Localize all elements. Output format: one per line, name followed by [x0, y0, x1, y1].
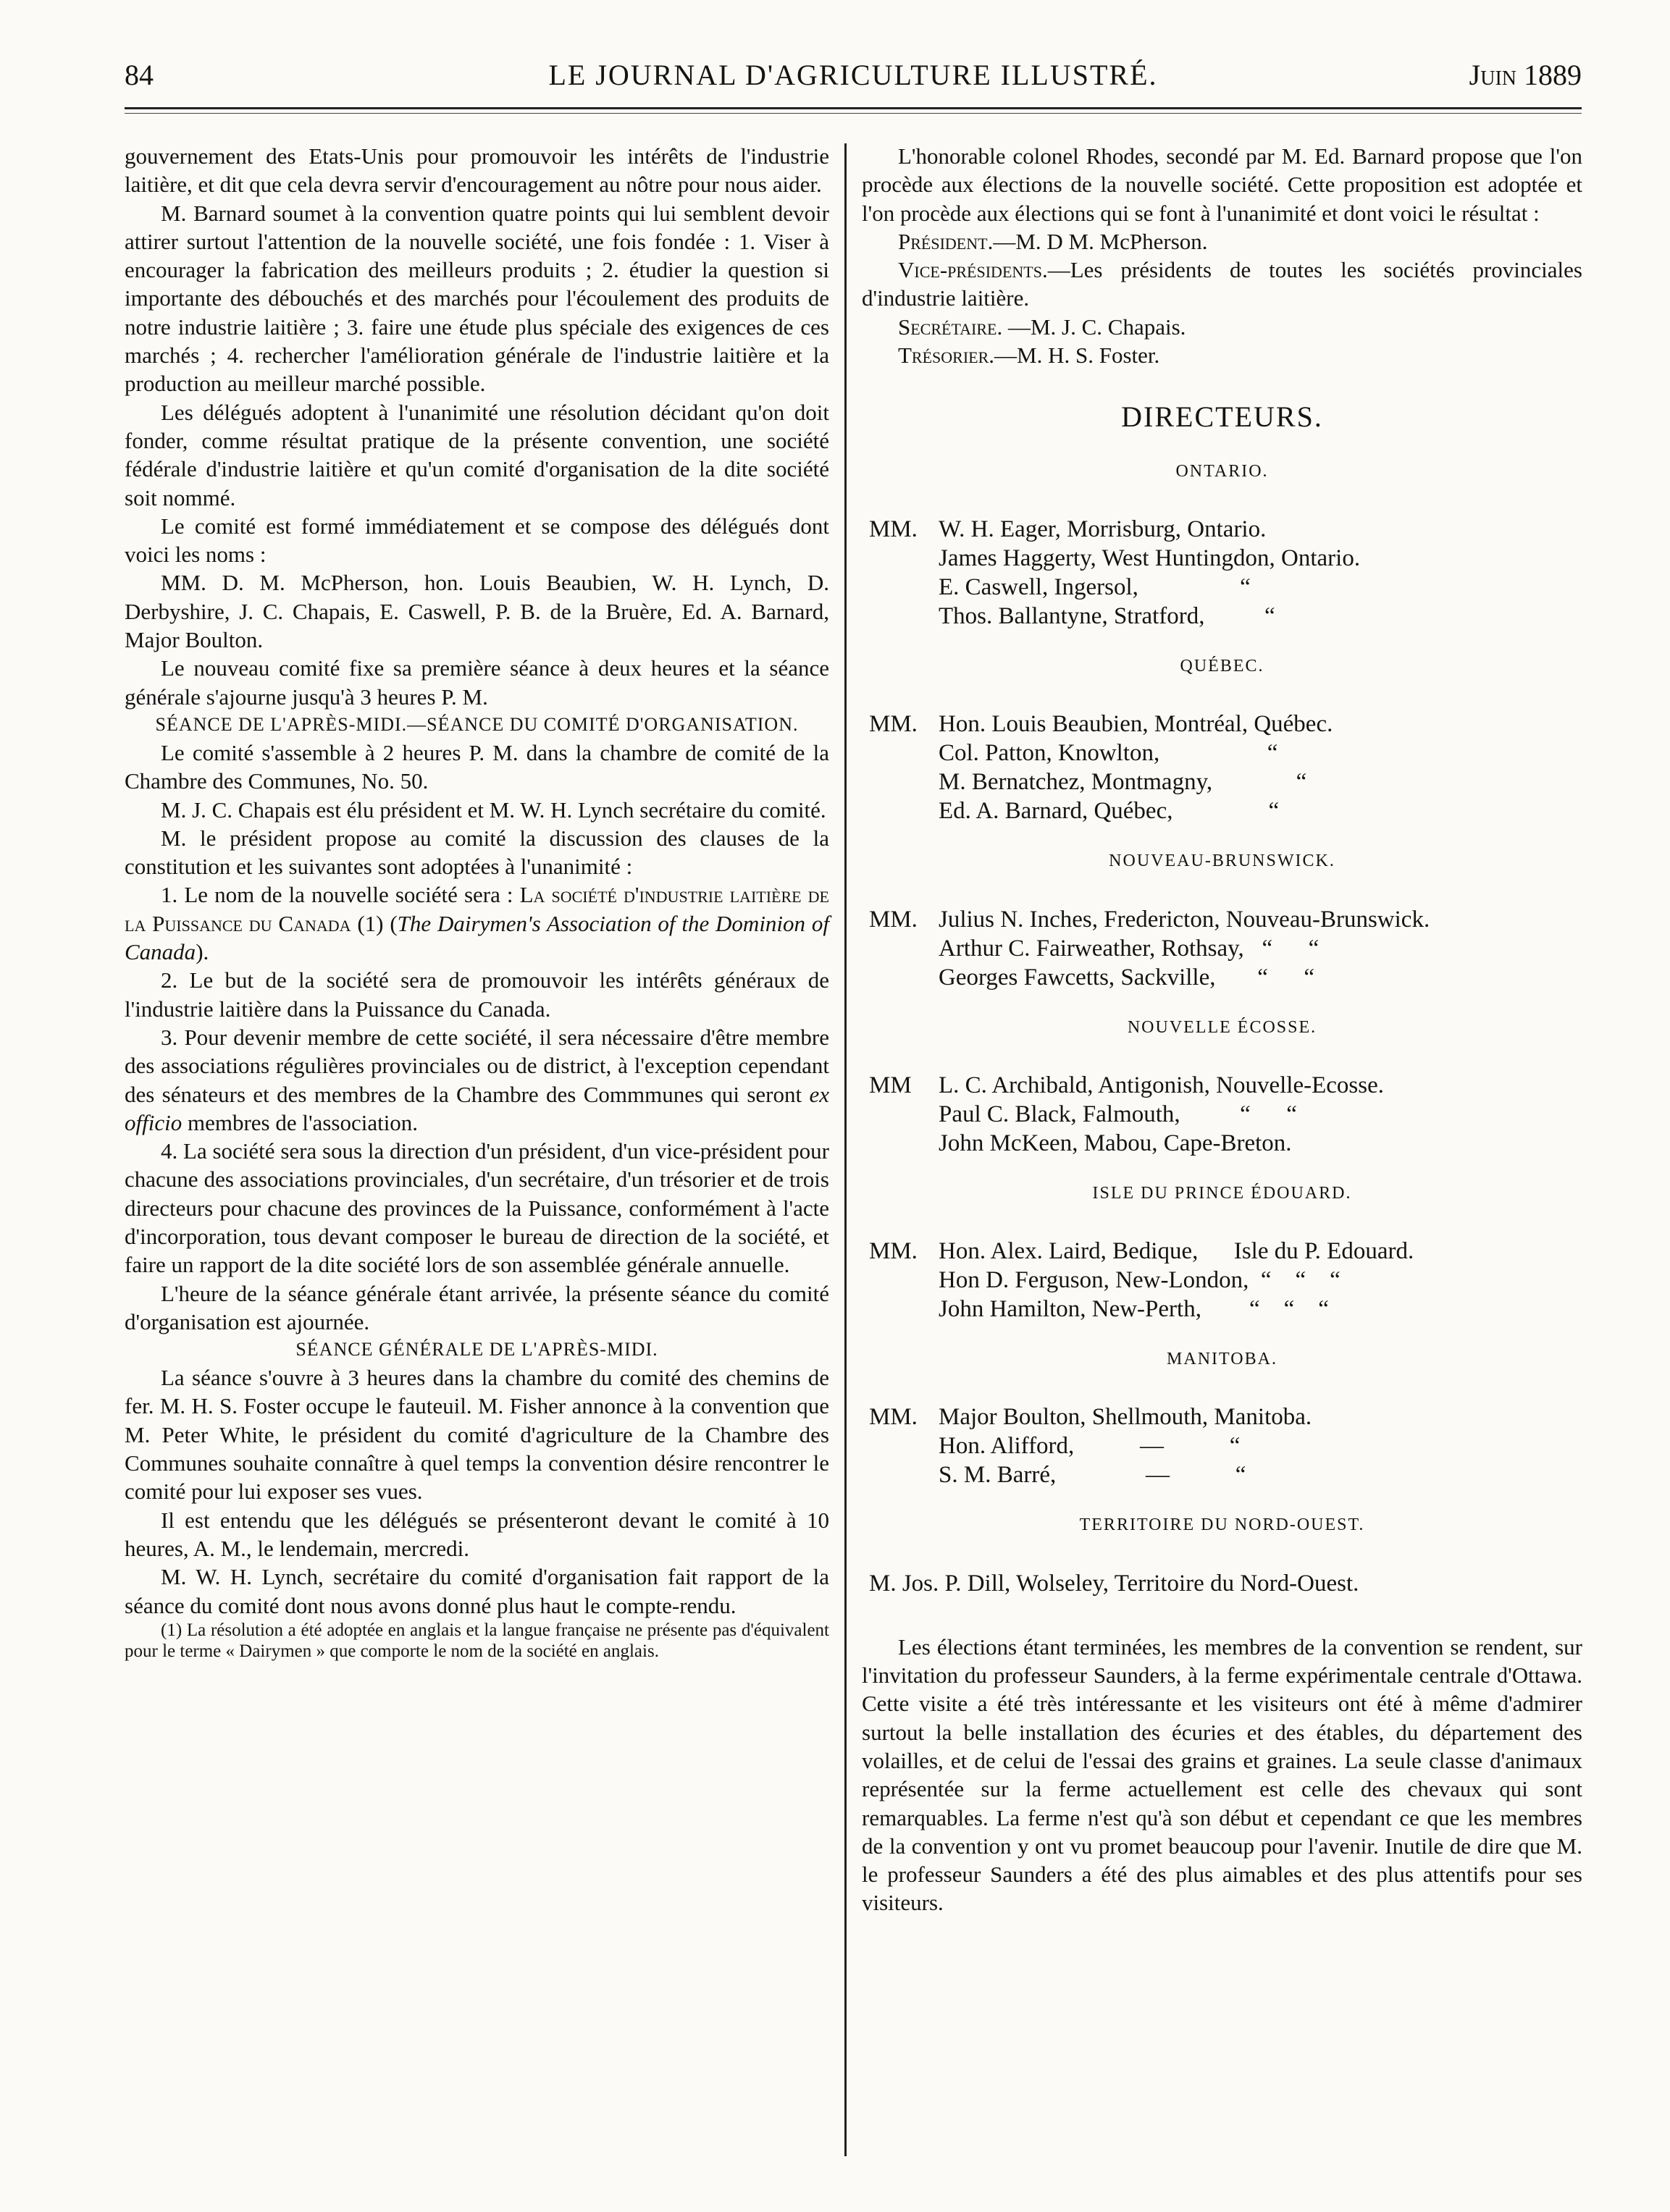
footnote: (1) La résolution a été adoptée en anglais et la langue française ne présente pas d'équivalent pour le terme « Dairymen » que comporte le nom de la société en anglais.	[125, 1620, 829, 1661]
member-list	[869, 1403, 1582, 1489]
section-heading: SÉANCE GÉNÉRALE DE L'APRÈS-MIDI.	[295, 1339, 658, 1361]
member-name: Ed. A. Barnard, Québec, “	[939, 798, 1280, 825]
member-row	[869, 515, 1582, 544]
text-run: 1. Le nom de la nouvelle société sera :	[161, 882, 520, 908]
province-heading: MANITOBA.	[1167, 1350, 1277, 1369]
paragraph: M. W. H. Lynch, secrétaire du comité d'organisation fait rapport de la séance du comité dont nous avons donné plus haut le compte-rendu.	[125, 1564, 829, 1618]
officer-label: Trésorier	[898, 342, 989, 369]
member-list	[869, 515, 1582, 631]
paragraph: M. Barnard soumet à la convention quatre points qui lui semblent devoir attirer surtout l'attention de la nouvelle société, une fois fondée : 1. Viser à encourager la fabrication des meilleurs produits ; 2. étudier la question si importante des débouchés et des marchés pour l'écoulement des produits de notre industrie laitière ; 3. faire une étude plus spéciale des exigences de ces marchés ; 4. rechercher l'amélioration générale de l'industrie laitière et la production au meilleur marché possible.	[125, 200, 829, 397]
column-divider	[844, 143, 847, 2156]
member-name: Hon D. Ferguson, New-London, “ “ “	[939, 1267, 1340, 1294]
paragraph: La séance s'ouvre à 3 heures dans la chambre du comité des chemins de fer. M. H. S. Foster occupe le fauteuil. M. Fisher annonce à la convention que M. Peter White, le président du comité d'agriculture de la Chambre des Communes souhaite connaître à quel temps la convention désire rencontrer le comité pour lui exposer ses vues.	[125, 1365, 829, 1505]
officer-text: . —M. J. C. Chapais.	[996, 314, 1186, 340]
officer-vice-presidents	[862, 256, 1582, 313]
member-prefix	[869, 1460, 939, 1489]
paragraph: Les élections étant terminées, les membres de la convention se rendent, sur l'invitation du professeur Saunders, à la ferme expérimentale centrale d'Ottawa. Cette visite a été très intéressante et les visiteurs ont été à même d'admirer surtout la belle installation des écuries et des étables, du département des volailles, et de celui de l'essai des grains et graines. La seule classe d'animaux représentée sur la ferme actuellement est celle des chevaux qui sont remarquables. La ferme n'est qu'à son début et cependant ce que les membres de la convention y ont vu promet beaucoup pour l'avenir. Inutile de dire que M. le professeur Saunders a été des plus aimables et des plus attentifs pour ses visiteurs.	[862, 1633, 1582, 1916]
paragraph: Le comité est formé immédiatement et se compose des délégués dont voici les noms :	[125, 513, 829, 568]
member-name: Hon. Alifford, — “	[939, 1433, 1241, 1460]
member-row	[869, 1129, 1582, 1158]
member-row	[869, 963, 1582, 992]
member-row	[869, 739, 1582, 768]
paragraph: L'heure de la séance générale étant arrivée, la présente séance du comité d'organisation est ajournée.	[125, 1280, 829, 1334]
province-heading: ISLE DU PRINCE ÉDOUARD.	[1092, 1183, 1352, 1203]
left-column	[125, 142, 829, 1662]
member-name: S. M. Barré, — “	[939, 1462, 1246, 1489]
paragraph: Le comité s'assemble à 2 heures P. M. dans la chambre de comité de la Chambre des Communes, No. 50.	[125, 739, 829, 794]
member-name: Arthur C. Fairweather, Rothsay, “ “	[939, 935, 1319, 962]
member-prefix	[869, 602, 939, 631]
member-prefix	[869, 1129, 939, 1158]
member-name: Col. Patton, Knowlton, “	[939, 740, 1278, 767]
member-row	[869, 573, 1582, 602]
member-name: Hon. Alex. Laird, Bedique, Isle du P. Edouard.	[939, 1238, 1414, 1265]
member-prefix	[869, 1266, 939, 1295]
section-heading: SÉANCE DE L'APRÈS-MIDI.—SÉANCE DU COMITÉ D'ORGANISATION.	[155, 713, 799, 735]
text-run: (1) (	[351, 910, 398, 936]
province-heading: NOUVEAU-BRUNSWICK.	[1109, 851, 1335, 871]
directors-heading: DIRECTEURS.	[1121, 400, 1323, 434]
officer-label: Président	[898, 228, 988, 254]
member-prefix	[869, 768, 939, 796]
member-name: James Haggerty, West Huntingdon, Ontario.	[939, 544, 1361, 571]
page-number: 84	[125, 59, 154, 91]
member-row	[869, 1266, 1582, 1295]
member-name: Hon. Louis Beaubien, Montréal, Québec.	[939, 711, 1333, 738]
member-prefix	[869, 1431, 939, 1460]
text-run: 3. Pour devenir membre de cette société, il sera nécessaire d'être membre des associations régulières provinciales ou de district, à l'exception cependant des sénateurs et des membres de la Chambre des Commmunes qui seront	[125, 1024, 829, 1107]
member-row	[869, 1071, 1582, 1100]
member-list	[869, 1237, 1582, 1324]
officer-label: Secrétaire	[898, 314, 997, 340]
paragraph: L'honorable colonel Rhodes, secondé par M. Ed. Barnard propose que l'on procède aux élections de la nouvelle société. Cette proposition est adoptée et l'on procède aux élections qui se font à l'unanimité et dont voici le résultat :	[862, 143, 1582, 226]
paragraph: M. J. C. Chapais est élu président et M. W. H. Lynch secrétaire du comité.	[161, 796, 826, 823]
member-name: Georges Fawcetts, Sackville, “ “	[939, 964, 1315, 991]
member-row	[869, 905, 1582, 934]
paragraph: Les délégués adoptent à l'unanimité une résolution décidant qu'on doit fonder, comme résultat pratique de la présente convention, une société fédérale d'industrie laitière et qu'un comité d'organisation de la dite société soit nommé.	[125, 399, 829, 510]
society-name: La société d'industrie laitière de la Puissance du Canada	[125, 882, 829, 936]
header-rule	[125, 107, 1582, 109]
member-prefix	[869, 1295, 939, 1324]
member-name: Paul C. Black, Falmouth, “ “	[939, 1101, 1297, 1127]
province-heading: QUÉBEC.	[1180, 656, 1264, 676]
member-row	[869, 544, 1582, 573]
latin-term: ex officio	[125, 1081, 829, 1135]
member-row	[869, 1460, 1582, 1489]
officer-treasurer	[862, 341, 1582, 369]
member-list	[869, 905, 1582, 992]
member-prefix	[869, 1100, 939, 1129]
member-row	[869, 602, 1582, 631]
member-prefix	[869, 934, 939, 963]
member-name: Thos. Ballantyne, Stratford, “	[939, 602, 1275, 629]
member-name: John Hamilton, New-Perth, “ “ “	[939, 1296, 1329, 1323]
officer-president	[862, 227, 1582, 256]
member-row	[869, 1403, 1582, 1431]
paragraph: gouvernement des Etats-Unis pour promouvoir les intérêts de l'industrie laitière, et dit que cela devra servir d'encouragement au nôtre pour nous aider.	[125, 143, 829, 198]
member-name: W. H. Eager, Morrisburg, Ontario.	[939, 516, 1267, 542]
journal-title: LE JOURNAL D'AGRICULTURE ILLUSTRÉ.	[548, 59, 1158, 91]
member-prefix	[869, 963, 939, 992]
paragraph: 4. La société sera sous la direction d'un président, d'un vice-président pour chacune des associations provinciales, d'un secrétaire, d'un trésorier et de trois directeurs pour chacune des provinces de la Puissance, conformément à l'acte d'incorporation, tous devant composer le bureau de direction de la société, et faire un rapport de la dite société lors de son assemblée générale annuelle.	[125, 1138, 829, 1278]
paragraph	[125, 880, 829, 966]
province-heading: ONTARIO.	[1175, 461, 1269, 481]
officer-text: .—M. D M. McPherson.	[987, 228, 1208, 254]
member-row	[869, 710, 1582, 739]
issue-date: Juin 1889	[1469, 59, 1582, 91]
member-name: E. Caswell, Ingersol, “	[939, 573, 1251, 600]
member-row	[869, 796, 1582, 825]
paragraph	[125, 1023, 829, 1137]
member-name: John McKeen, Mabou, Cape-Breton.	[939, 1130, 1292, 1156]
paragraph: Il est entendu que les délégués se présenteront devant le comité à 10 heures, A. M., le lendemain, mercredi.	[125, 1507, 829, 1561]
member-prefix: MM.	[869, 1404, 918, 1431]
member-row	[869, 1295, 1582, 1324]
page-header	[125, 58, 1582, 101]
right-column	[862, 142, 1582, 1917]
officer-text: .—Les présidents de toutes les sociétés provinciales d'industrie laitière.	[862, 257, 1582, 311]
officer-secretary	[862, 313, 1582, 341]
member-list	[869, 1071, 1582, 1158]
member-name: L. C. Archibald, Antigonish, Nouvelle-Ecosse.	[939, 1072, 1384, 1098]
member-prefix: MM	[869, 1072, 912, 1098]
territory-heading: TERRITOIRE DU NORD-OUEST.	[1079, 1515, 1365, 1535]
member-name: Julius N. Inches, Fredericton, Nouveau-Brunswick.	[939, 906, 1430, 933]
officer-label: Vice-présidents	[898, 257, 1042, 283]
member-row	[869, 934, 1582, 963]
member-prefix	[869, 573, 939, 602]
member-prefix: MM.	[869, 1238, 918, 1265]
member-prefix	[869, 739, 939, 768]
province-heading: NOUVELLE ÉCOSSE.	[1127, 1017, 1317, 1037]
member-prefix	[869, 544, 939, 573]
english-name: The Dairymen's Association of the Dominion of Canada	[125, 910, 829, 965]
member-prefix: MM.	[869, 906, 918, 933]
member-prefix: MM.	[869, 516, 918, 542]
member-row	[869, 768, 1582, 796]
member-row	[869, 1431, 1582, 1460]
member-row	[869, 1237, 1582, 1266]
member-name: M. Bernatchez, Montmagny, “	[939, 769, 1307, 796]
paragraph: Le nouveau comité fixe sa première séance à deux heures et la séance générale s'ajourne jusqu'à 3 heures P. M.	[125, 655, 829, 710]
header-rule-thin	[125, 113, 1582, 114]
paragraph: MM. D. M. McPherson, hon. Louis Beaubien, W. H. Lynch, D. Derbyshire, J. C. Chapais, E. Caswell, P. B. de la Bruère, Ed. A. Barnard, Major Boulton.	[125, 570, 829, 653]
paragraph: 2. Le but de la société sera de promouvoir les intérêts généraux de l'industrie laitière dans la Puissance du Canada.	[125, 967, 829, 1022]
paragraph: M. le président propose au comité la discussion des clauses de la constitution et les suivantes sont adoptées à l'unanimité :	[125, 825, 829, 880]
member-name: Major Boulton, Shellmouth, Manitoba.	[939, 1404, 1312, 1431]
officer-text: .—M. H. S. Foster.	[989, 342, 1160, 369]
territory-member: M. Jos. P. Dill, Wolseley, Territoire du Nord-Ouest.	[869, 1570, 1359, 1597]
text-run: ).	[196, 939, 209, 965]
member-prefix	[869, 796, 939, 825]
member-prefix: MM.	[869, 711, 918, 738]
text-run: membres de l'association.	[182, 1109, 419, 1135]
member-row	[869, 1100, 1582, 1129]
provinces-list	[862, 458, 1582, 1490]
member-list	[869, 710, 1582, 825]
